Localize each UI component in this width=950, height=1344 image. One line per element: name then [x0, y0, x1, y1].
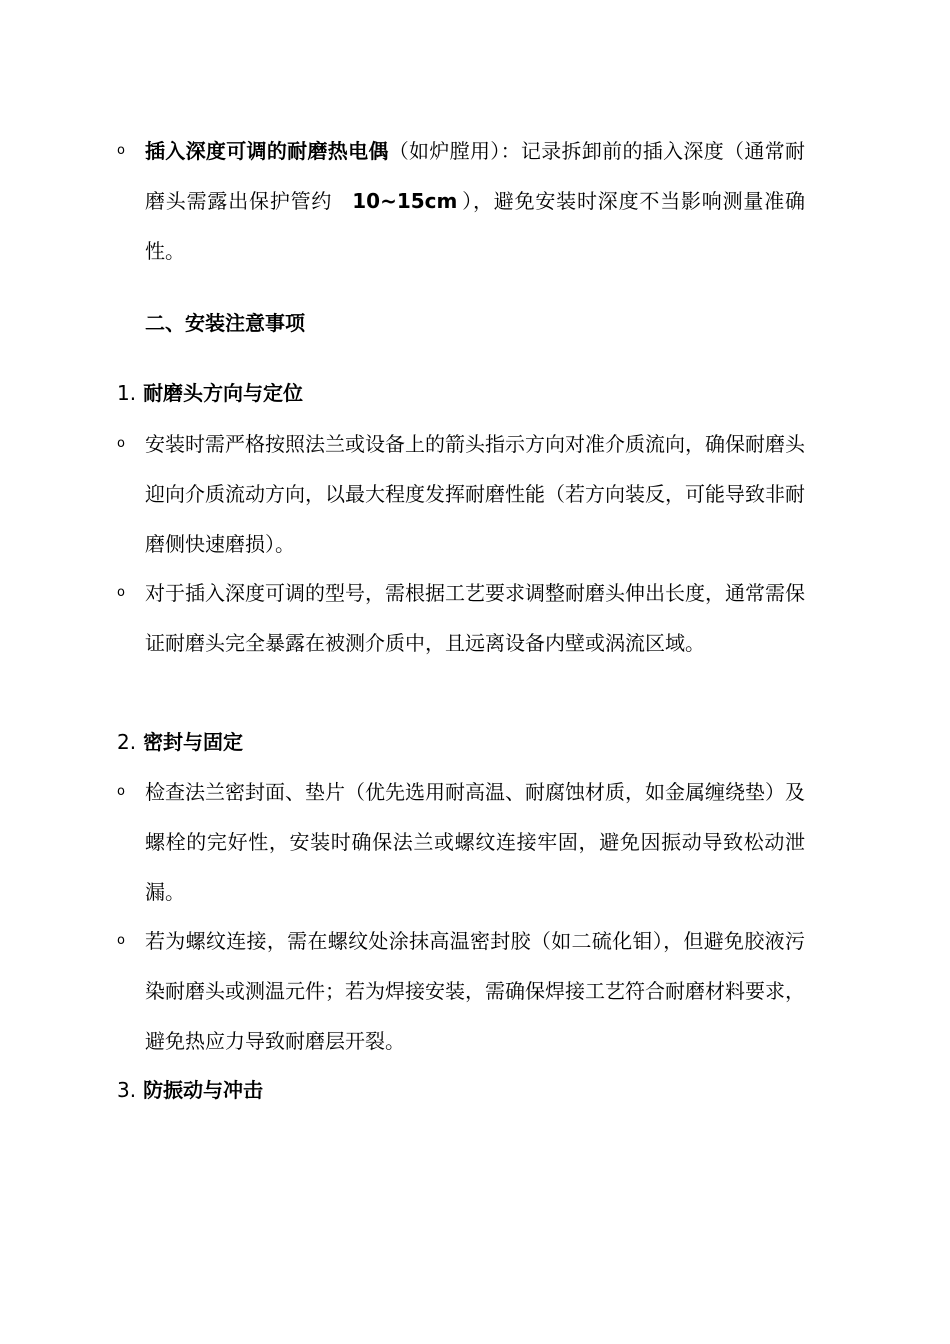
bold-lead: 插入深度可调的耐磨热电偶 [145, 139, 389, 163]
text-part: （如炉膛用）：记录拆卸前的插入深度（通常耐磨头需露出保护管约 [145, 139, 805, 213]
bullet-marker: o [117, 784, 125, 799]
text-part: ），避免安装时深度不当影响测量准确性。 [145, 189, 806, 263]
subsection-heading [117, 378, 303, 408]
measure-value: 10~15cm [352, 189, 458, 213]
bullet-marker: o [117, 436, 125, 451]
subsection-heading [117, 727, 243, 757]
subsection-title: 耐磨头方向与定位 [143, 381, 304, 405]
list-item-text: 检查法兰密封面、垫片（优先选用耐高温、耐腐蚀材质，如金属缠绕垫）及螺栓的完好性，安装时确保法兰或螺纹连接牢固，避免因振动导致松动泄漏。 [145, 780, 805, 904]
subsection-number: 1. [117, 381, 137, 405]
section-heading: 二、安装注意事项 [145, 311, 305, 335]
subsection-number: 3. [117, 1078, 137, 1102]
list-item-text: 安装时需严格按照法兰或设备上的箭头指示方向对准介质流向，确保耐磨头迎向介质流动方向，以最大程度发挥耐磨性能（若方向装反，可能导致非耐磨侧快速磨损）。 [145, 432, 805, 556]
bullet-marker: o [117, 143, 125, 158]
subsection-title: 防振动与冲击 [143, 1078, 264, 1102]
list-item-text: 若为螺纹连接，需在螺纹处涂抹高温密封胶（如二硫化钼），但避免胶液污染耐磨头或测温元件；若为焊接安装，需确保焊接工艺符合耐磨材料要求，避免热应力导致耐磨层开裂。 [145, 929, 805, 1053]
bullet-marker: o [117, 585, 125, 600]
subsection-number: 2. [117, 730, 137, 754]
bullet-marker: o [117, 933, 125, 948]
list-item-text: 对于插入深度可调的型号，需根据工艺要求调整耐磨头伸出长度，通常需保证耐磨头完全暴露在被测介质中，且远离设备内壁或涡流区域。 [145, 581, 805, 655]
list-item-text [145, 126, 805, 276]
subsection-heading [117, 1075, 263, 1105]
subsection-title: 密封与固定 [143, 730, 244, 754]
